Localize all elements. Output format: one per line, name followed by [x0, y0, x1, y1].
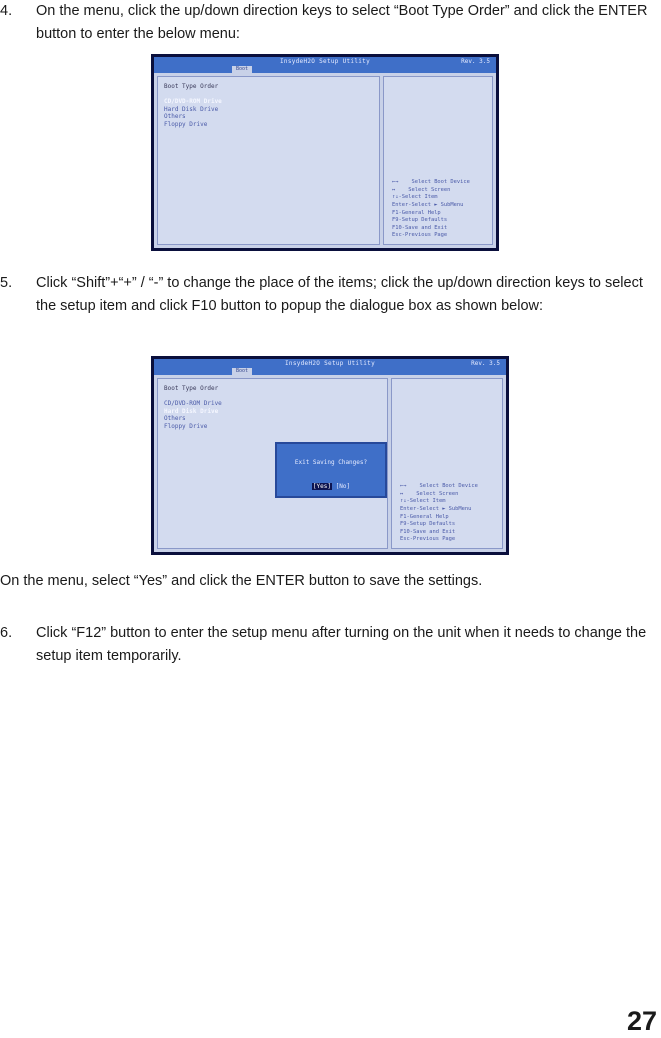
boot-item-cd-dvd[interactable]: CD/DVD-ROM Drive [164, 98, 222, 105]
help-line: Esc-Previous Page [400, 536, 456, 543]
help-line: F10-Save and Exit [392, 224, 448, 231]
key-help [392, 179, 470, 240]
boot-item-hard-disk[interactable]: Hard Disk Drive [164, 105, 219, 113]
step-number: 4. [0, 3, 13, 19]
help-line: F9-Setup Defaults [392, 217, 448, 224]
bios-main-pane [157, 76, 380, 245]
bios-screenshot-boot-order [151, 54, 499, 251]
bios-title-bar [154, 359, 506, 368]
help-line: F1-General Help [392, 209, 441, 216]
dialog-buttons [277, 483, 385, 490]
help-line: ↑↓-Select Item [392, 194, 438, 201]
step-number: 5. [0, 275, 13, 291]
boot-item-floppy[interactable]: Floppy Drive [164, 120, 208, 128]
boot-item-others[interactable]: Others [164, 113, 186, 120]
help-line: Esc-Previous Page [392, 232, 448, 239]
help-line: F1-General Help [400, 513, 449, 520]
bios-help-pane [383, 76, 493, 245]
tab-boot[interactable]: Boot [232, 66, 252, 73]
bios-title: InsydeH2O Setup Utility [280, 58, 370, 65]
boot-device-list [164, 98, 222, 128]
step-text: Click “Shift”+“+” / “-” to change the place of the items; click the up/down direction keys to select the setup item and click F10 button to popup the dialogue box as shown below: [36, 275, 643, 314]
save-note: On the menu, select “Yes” and click the ENTER button to save the settings. [0, 573, 483, 589]
help-line: F9-Setup Defaults [400, 521, 456, 528]
bios-screen [154, 57, 496, 248]
bios-screen [154, 359, 506, 552]
bios-revision: Rev. 3.5 [461, 58, 490, 65]
help-line: ↑↓-Select Item [400, 498, 446, 505]
bios-help-pane [391, 378, 503, 549]
boot-device-list [164, 400, 222, 430]
step-number: 6. [0, 625, 13, 641]
bios-tab-row [154, 368, 506, 375]
exit-saving-dialog [275, 442, 387, 498]
help-line: ←→ Select Boot Device [400, 483, 478, 490]
boot-item-floppy[interactable]: Floppy Drive [164, 422, 208, 430]
section-title: Boot Type Order [164, 385, 219, 392]
dialog-question: Exit Saving Changes? [294, 459, 368, 466]
tab-boot[interactable]: Boot [232, 368, 252, 375]
step-text: On the menu, click the up/down direction keys to select “Boot Type Order” and click the ENTER button to enter the below menu: [36, 3, 648, 42]
bios-tab-row [154, 66, 496, 73]
boot-item-hard-disk[interactable]: Hard Disk Drive [164, 407, 219, 415]
bios-title-bar [154, 57, 496, 66]
no-button[interactable]: [No] [335, 483, 351, 490]
boot-item-cd-dvd[interactable]: CD/DVD-ROM Drive [164, 400, 222, 407]
help-line: ←→ Select Boot Device [392, 179, 470, 186]
bios-revision: Rev. 3.5 [471, 360, 500, 367]
help-line: F10-Save and Exit [400, 528, 456, 535]
help-line: ↔ Select Screen [400, 490, 459, 497]
bios-screenshot-save-dialog [151, 356, 509, 555]
page-number: 27 [626, 1006, 657, 1036]
help-line: ↔ Select Screen [392, 186, 451, 193]
key-help [400, 483, 478, 544]
boot-item-others[interactable]: Others [164, 415, 186, 422]
section-title: Boot Type Order [164, 83, 219, 90]
yes-button[interactable]: [Yes] [312, 483, 331, 490]
help-line: Enter-Select ► SubMenu [400, 506, 472, 513]
help-line: Enter-Select ► SubMenu [392, 202, 464, 209]
step-text: Click “F12” button to enter the setup menu after turning on the unit when it needs to change the setup item temporarily. [36, 625, 647, 664]
bios-title: InsydeH2O Setup Utility [285, 360, 375, 367]
